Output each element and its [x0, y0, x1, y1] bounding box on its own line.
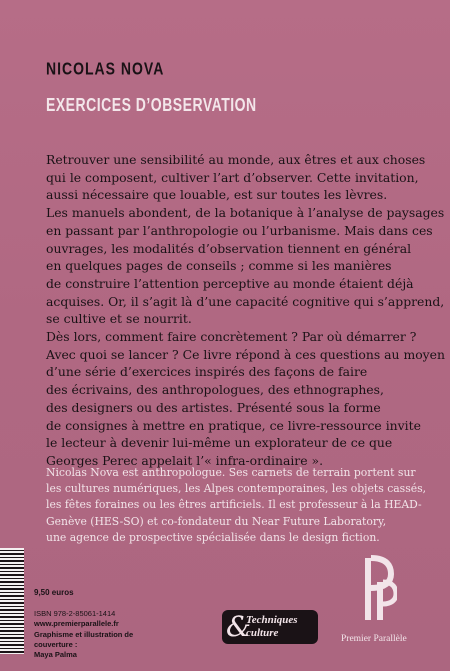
- blurb-line: de construire l’attention perceptive au monde étaient déjà: [46, 275, 414, 291]
- book-title: EXERCICES D’OBSERVATION: [46, 94, 257, 115]
- blurb-line: acquises. Or, il s’agit là d’une capacité cognitive qui s’apprend,: [46, 293, 445, 309]
- blurb-line: qui le composent, cultiver l’art d’observer. Cette invitation,: [46, 169, 419, 185]
- author-name: NICOLAS NOVA: [46, 58, 165, 78]
- bio-line: Nicolas Nova est anthropologue. Ses carnets de terrain portent sur: [46, 466, 416, 479]
- blurb-line: Dès lors, comment faire concrètement ? Par où démarrer ?: [46, 329, 417, 345]
- blurb-line: Retrouver une sensibilité au monde, aux êtres et aux choses: [46, 152, 426, 167]
- publisher-website: www.premierparallele.fr: [34, 619, 119, 628]
- author-bio: [46, 465, 426, 546]
- collection-logo: [222, 610, 318, 644]
- blurb-line: des designers ou des artistes. Présenté sous la forme: [46, 399, 381, 415]
- publisher-logo-icon: [353, 552, 397, 626]
- blurb: [46, 151, 445, 470]
- blurb-line: Les manuels abondent, de la botanique à l’analyse de paysages: [46, 205, 445, 221]
- blurb-line: se cultive et se nourrit.: [46, 311, 192, 327]
- bio-line: les cultures numériques, les Alpes contemporaines, les objets cassés,: [46, 482, 427, 496]
- blurb-line: des écrivains, des anthropologues, des ethnographes,: [46, 382, 384, 398]
- blurb-line: en quelques pages de conseils ; comme si les manières: [46, 258, 392, 274]
- collection-ampersand: &: [226, 610, 251, 643]
- bio-line: Genève (HES-SO) et co-fondateur du Near Future Laboratory,: [46, 514, 387, 528]
- barcode: [0, 548, 24, 654]
- blurb-line: d’une série d’exercices inspirés des façons de faire: [46, 364, 368, 380]
- price: 9,50 euros: [34, 588, 74, 597]
- blurb-line: Georges Perec appelait l’« infra-ordinaire ».: [46, 452, 324, 468]
- isbn: ISBN 978-2-85061-1414: [34, 609, 116, 618]
- blurb-line: en passant par l’anthropologie ou l’urbanisme. Mais dans ces: [46, 222, 433, 238]
- credit-name: Maya Palma: [34, 650, 77, 659]
- blurb-line: le lecteur à devenir lui-même un explorateur de ce que: [46, 435, 393, 451]
- collection-name-line1: Techniques: [246, 614, 298, 626]
- blurb-line: aussi nécessaire que louable, est sur toutes les lèvres.: [46, 187, 388, 203]
- blurb-line: ouvrages, les modalités d’observation tiennent en général: [46, 240, 412, 256]
- cover-credits: [34, 630, 154, 660]
- bio-line: les fêtes foraines ou les êtres artificiels. Il est professeur à la HEAD-: [46, 498, 422, 512]
- credit-label: Graphisme et illustration de couverture :: [34, 630, 134, 649]
- blurb-line: de consignes à mettre en pratique, ce livre-ressource invite: [46, 417, 421, 433]
- publisher-name: Premier Parallèle: [341, 634, 407, 644]
- bio-line: une agence de prospective spécialisée dans le design fiction.: [46, 530, 380, 544]
- blurb-line: Avec quoi se lancer ? Ce livre répond à ces questions au moyen: [46, 346, 445, 362]
- collection-name-line2: culture: [246, 627, 279, 639]
